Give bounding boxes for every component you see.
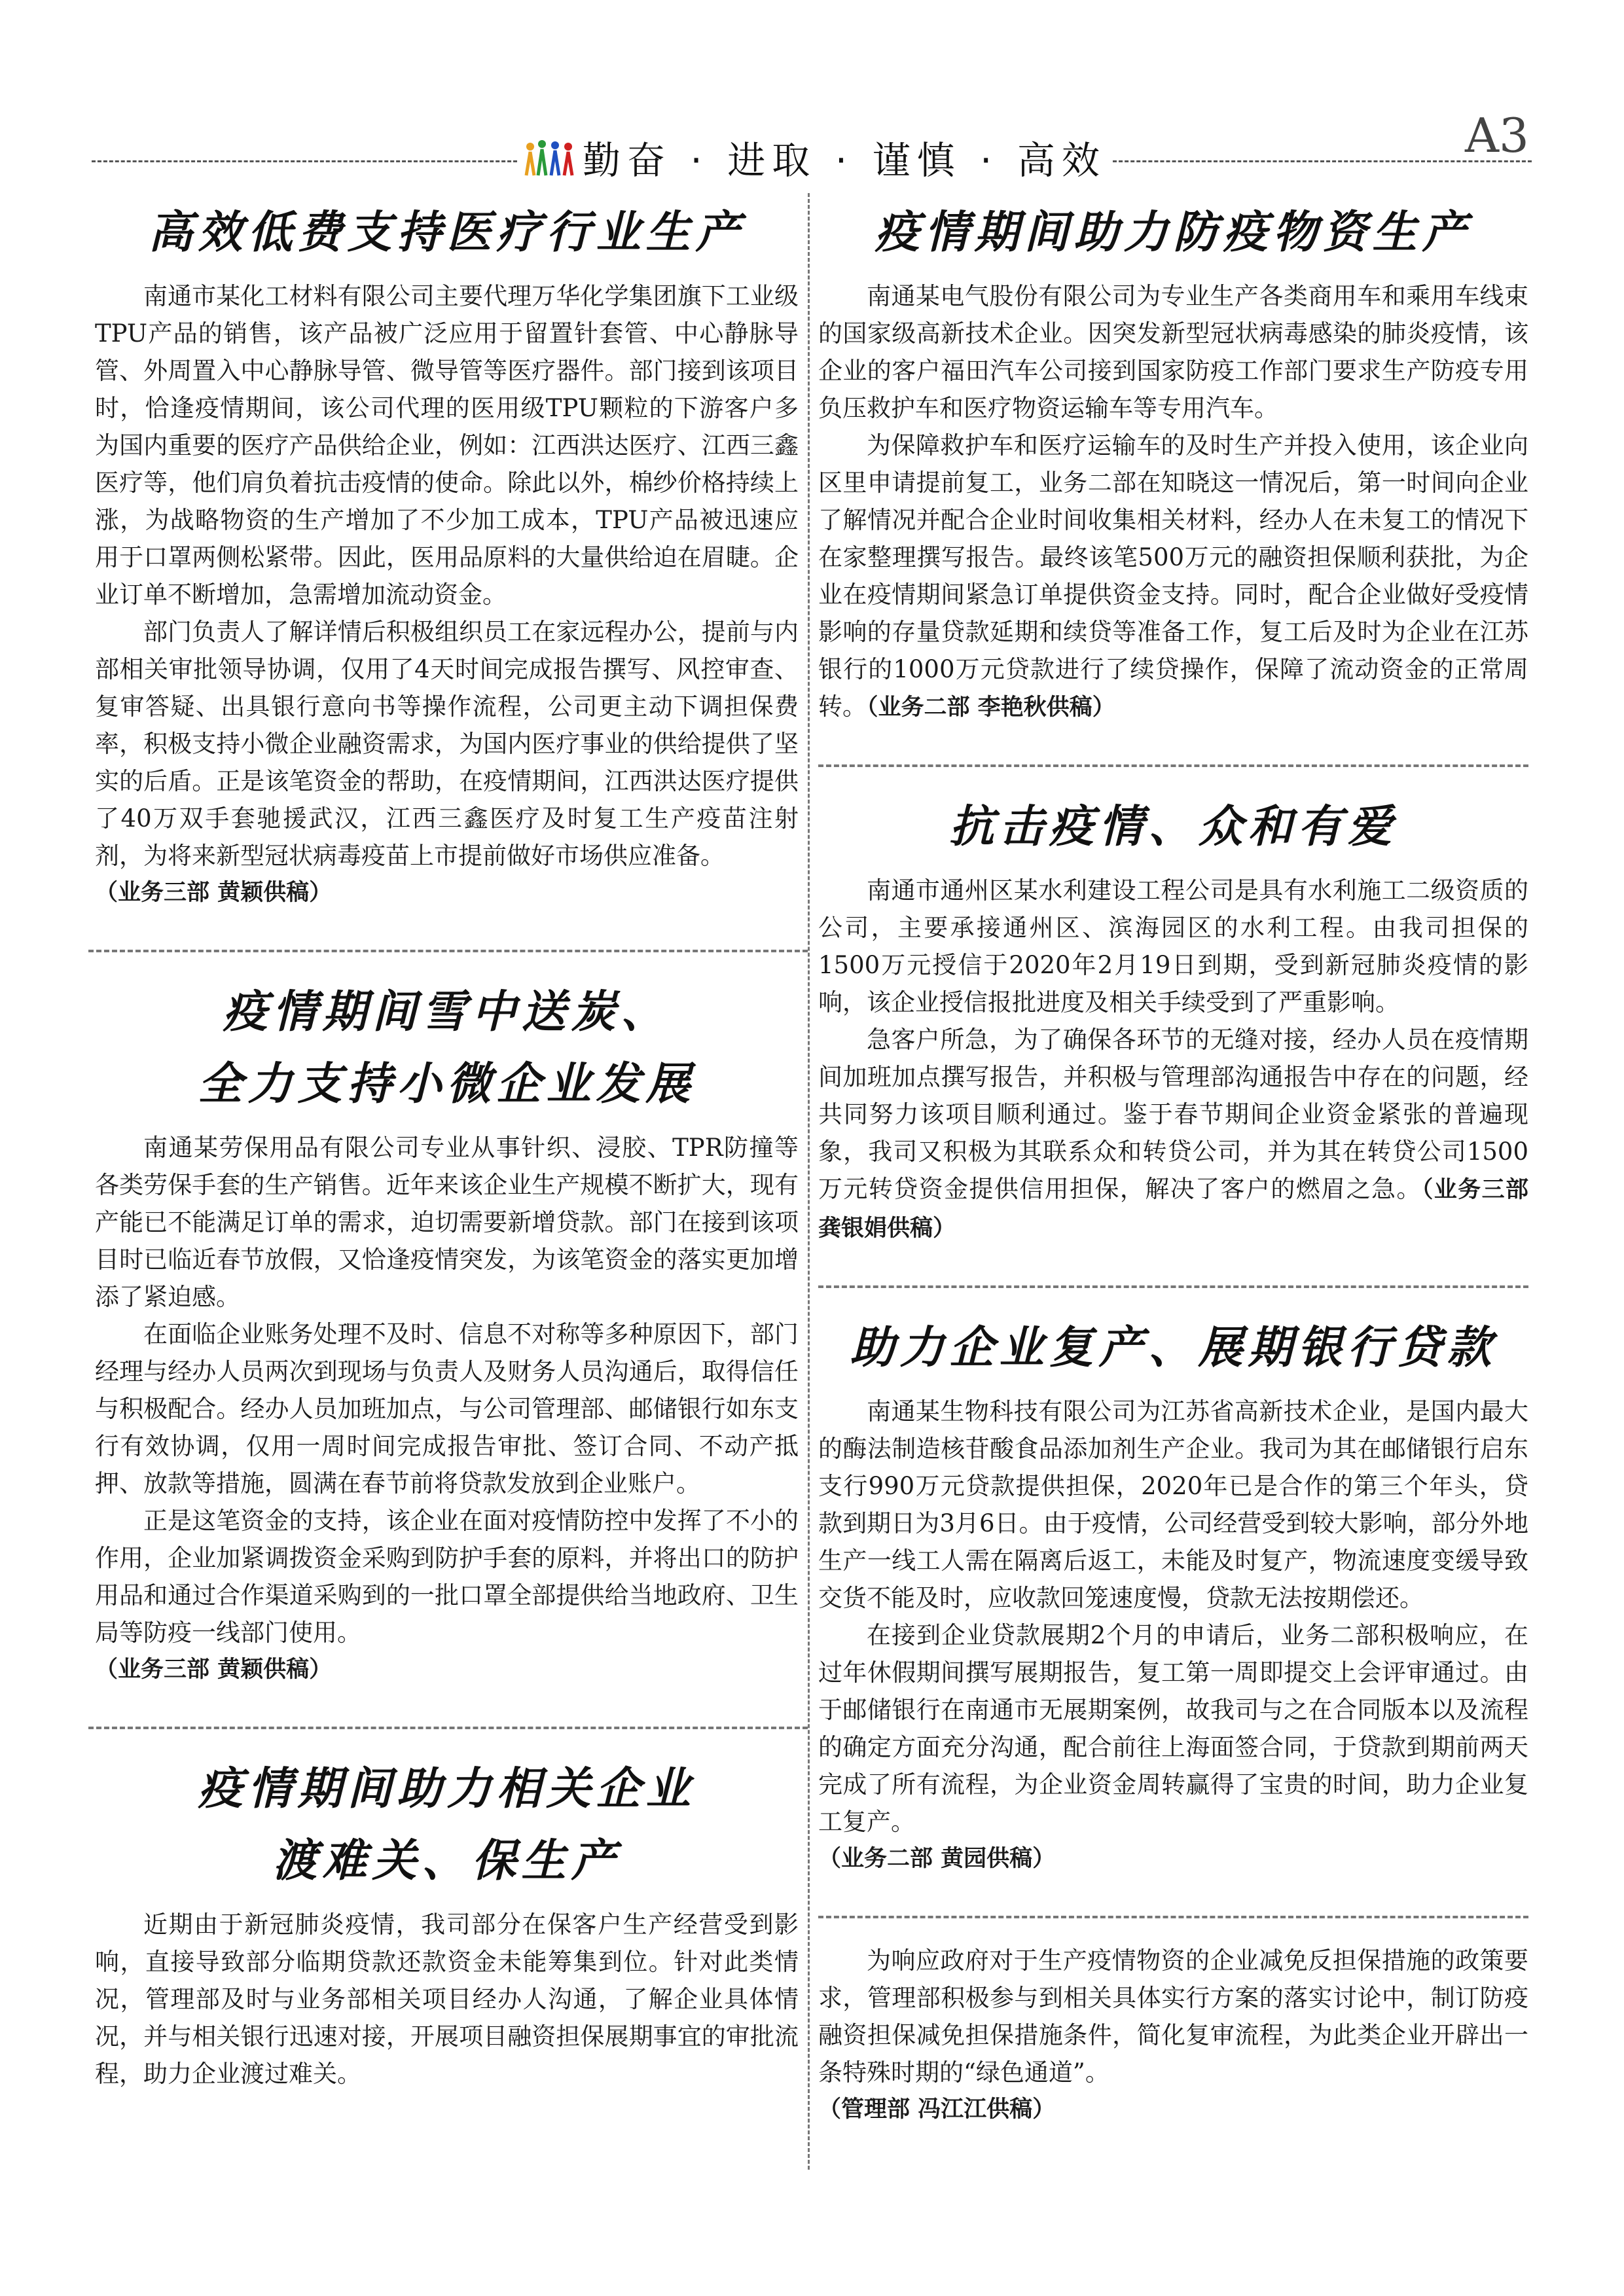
article [818, 1942, 1528, 2140]
article-title-line: 高效低费支持医疗行业生产 [148, 206, 746, 259]
article-paragraph-text: 南通市通州区某水利建设工程公司是具有水利施工二级资质的公司，主要承接通州区、滨海园区的水利工程。由我司担保的1500万元授信于2020年2月19日到期，受到新冠肺炎疫情的影响，该企业授信报批进度及相关手续受到了严重影响。 [818, 876, 1528, 1016]
article-paragraph [95, 1316, 799, 1502]
article-credit: （业务三部 龚银娟供稿） [818, 1177, 1528, 1242]
left-column [95, 190, 799, 2104]
article-paragraph-text: 急客户所急，为了确保各环节的无缝对接，经办人员在疫情期间加班加点撰写报告，并积极与管理部沟通报告中存在的问题，经共同努力该项目顺利通过。鉴于春节期间企业资金紧张的普遍现象，我司又积极为其联系众和转贷公司，并为其在转贷公司1500万元转贷资金提供信用担保，解决了客户的燃眉之急。 [818, 1026, 1528, 1203]
article-title [95, 196, 799, 268]
article-title-line: 疫情期间助力防疫物资生产 [875, 206, 1472, 259]
article-title [818, 196, 1528, 268]
article-paragraph-text: 为响应政府对于生产疫情物资的企业减免反担保措施的政策要求，管理部积极参与到相关具体实行方案的落实讨论中，制订防疫融资担保减免担保措施条件，简化复审流程，为此类企业开辟出一条特殊时期的“绿色通道”。 [818, 1946, 1528, 2087]
article-title [95, 1753, 799, 1897]
article [818, 196, 1528, 738]
article-credit: （管理部 冯江江供稿） [818, 2096, 1056, 2123]
article [95, 196, 799, 924]
article-credit: （业务二部 黄园供稿） [818, 1846, 1056, 1872]
article-paragraph [818, 1617, 1528, 1840]
article-paragraph [818, 872, 1528, 1021]
article-paragraph-text: 南通市某化工材料有限公司主要代理万华化学集团旗下工业级TPU产品的销售，该产品被广泛应用于留置针套管、中心静脉导管、外周置入中心静脉导管、微导管等医疗器件。部门接到该项目时，恰逢疫情期间，该公司代理的医用级TPU颗粒的下游客户多为国内重要的医疗产品供给企业，例如：江西洪达医疗、江西三鑫医疗等，他们肩负着抗击疫情的使命。除此以外，棉纱价格持续上涨，为战略物资的生产增加了不少加工成本，TPU产品被迅速应用于口罩两侧松紧带。因此，医用品原料的大量供给迫在眉睫。企业订单不断增加，急需增加流动资金。 [95, 282, 799, 609]
article-paragraph-text: 南通某生物科技有限公司为江苏省高新技术企业，是国内最大的酶法制造核苷酸食品添加剂生产企业。我司为其在邮储银行启东支行990万元贷款提供担保，2020年已是合作的第三个年头，贷款到期日为3月6日。由于疫情，公司经营受到较大影响，部分外地生产一线工人需在隔离后返工，未能及时复产，物流速度变缓导致交货不能及时，应收款回笼速度慢，贷款无法按期偿还。 [818, 1397, 1528, 1612]
slogan [524, 128, 1106, 187]
article-paragraph [95, 613, 799, 874]
article-separator [818, 764, 1528, 767]
article-paragraph [95, 1129, 799, 1316]
article [95, 1753, 799, 2104]
article-title-line: 渡难关、保生产 [272, 1835, 621, 1887]
article-paragraph [818, 1942, 1528, 2091]
page-number: A3 [1465, 108, 1529, 163]
article-credit: （业务三部 黄颖供稿） [95, 1657, 333, 1683]
column-divider [808, 193, 810, 2170]
article-title-line: 疫情期间雪中送炭、 [223, 986, 671, 1038]
article-title [818, 1312, 1528, 1384]
article-paragraph-text: 在接到企业贷款展期2个月的申请后，业务二部积极响应，在过年休假期间撰写展期报告，复工第一周即提交上会评审通过。由于邮储银行在南通市无展期案例，故我司与之在合同版本以及流程的确定方面充分沟通，配合前往上海面签合同，于贷款到期前两天完成了所有流程，为企业资金周转赢得了宝贵的时间，助力企业复工复产。 [818, 1621, 1528, 1836]
article-paragraph-text: 近期由于新冠肺炎疫情，我司部分在保客户生产经营受到影响，直接导致部分临期贷款还款资金未能筹集到位。针对此类情况，管理部及时与业务部相关项目经办人沟通，了解企业具体情况，并与相关银行迅速对接，开展项目融资担保展期事宜的审批流程，助力企业渡过难关。 [95, 1910, 799, 2088]
article-title-line: 抗击疫情、众和有爱 [949, 800, 1398, 853]
article-credit: （业务三部 黄颖供稿） [95, 880, 333, 906]
article-separator [88, 950, 808, 952]
header-left-rule [92, 160, 517, 162]
article-title [95, 976, 799, 1120]
article-paragraph [818, 278, 1528, 427]
article-paragraph [818, 1021, 1528, 1247]
article-credit: （业务二部 李艳秋供稿） [867, 694, 1115, 721]
article-paragraph-text: 南通某劳保用品有限公司专业从事针织、浸胶、TPR防撞等各类劳保手套的生产销售。近年来该企业生产规模不断扩大，现有产能已不能满足订单的需求，迫切需要新增贷款。部门在接到该项目时已临近春节放假，又恰逢疫情突发，为该笔资金的落实更加增添了紧迫感。 [95, 1134, 799, 1311]
article-separator [88, 1727, 808, 1729]
article-paragraph-text: 为保障救护车和医疗运输车的及时生产并投入使用，该企业向区里申请提前复工，业务二部在知晓这一情况后，第一时间向企业了解情况并配合企业时间收集相关材料，经办人在未复工的情况下在家整理撰写报告。最终该笔500万元的融资担保顺利获批，为企业在疫情期间紧急订单提供资金支持。同时，配合企业做好受疫情影响的存量贷款延期和续贷等准备工作，复工后及时为企业在江苏银行的1000万元贷款进行了续贷操作，保障了流动资金的正常周转。 [818, 431, 1528, 721]
article-title [818, 791, 1528, 863]
article-paragraph-text: 部门负责人了解详情后积极组织员工在家远程办公，提前与内部相关审批领导协调，仅用了4天时间完成报告撰写、风控审查、复审答疑、出具银行意向书等操作流程，公司更主动下调担保费率，积极支持小微企业融资需求，为国内医疗事业的供给提供了坚实的后盾。正是该笔资金的帮助，在疫情期间，江西洪达医疗提供了40万双手套驰援武汉，江西三鑫医疗及时复工生产疫苗注射剂，为将来新型冠状病毒疫苗上市提前做好市场供应准备。 [95, 618, 799, 870]
article-paragraph-text: 南通某电气股份有限公司为专业生产各类商用车和乘用车线束的国家级高新技术企业。因突发新型冠状病毒感染的肺炎疫情，该企业的客户福田汽车公司接到国家防疫工作部门要求生产防疫专用负压救护车和医疗物资运输车等专用汽车。 [818, 282, 1528, 422]
article [818, 1312, 1528, 1890]
article-paragraph [818, 1393, 1528, 1617]
page-header [0, 0, 1624, 183]
article-paragraph [95, 1906, 799, 2092]
article-separator [818, 1916, 1528, 1918]
right-column [818, 190, 1528, 2140]
article [95, 976, 799, 1700]
article-paragraph [95, 278, 799, 613]
article-paragraph [818, 427, 1528, 726]
article [818, 791, 1528, 1259]
article-title-line: 疫情期间助力相关企业 [198, 1763, 696, 1815]
article-paragraph [95, 1502, 799, 1651]
article-title-line: 助力企业复产、展期银行贷款 [850, 1321, 1497, 1374]
article-paragraph-text: 正是这笔资金的支持，该企业在面对疫情防控中发挥了不小的作用，企业加紧调拨资金采购到防护手套的原料，并将出口的防护用品和通过合作渠道采购到的一批口罩全部提供给当地政府、卫生局等防疫一线部门使用。 [95, 1507, 799, 1647]
article-separator [818, 1285, 1528, 1288]
slogan-text: 勤奋 · 进取 · 谨慎 · 高效 [583, 138, 1106, 183]
article-title-line: 全力支持小微企业发展 [198, 1058, 696, 1110]
article-paragraph-text: 在面临企业账务处理不及时、信息不对称等多种原因下，部门经理与经办人员两次到现场与负责人及财务人员沟通后，取得信任与积极配合。经办人员加班加点，与公司管理部、邮储银行如东支行有效协调，仅用一周时间完成报告审批、签订合同、不动产抵押、放款等措施，圆满在春节前将贷款发放到企业账户。 [95, 1320, 799, 1498]
people-logo-icon [524, 137, 576, 177]
